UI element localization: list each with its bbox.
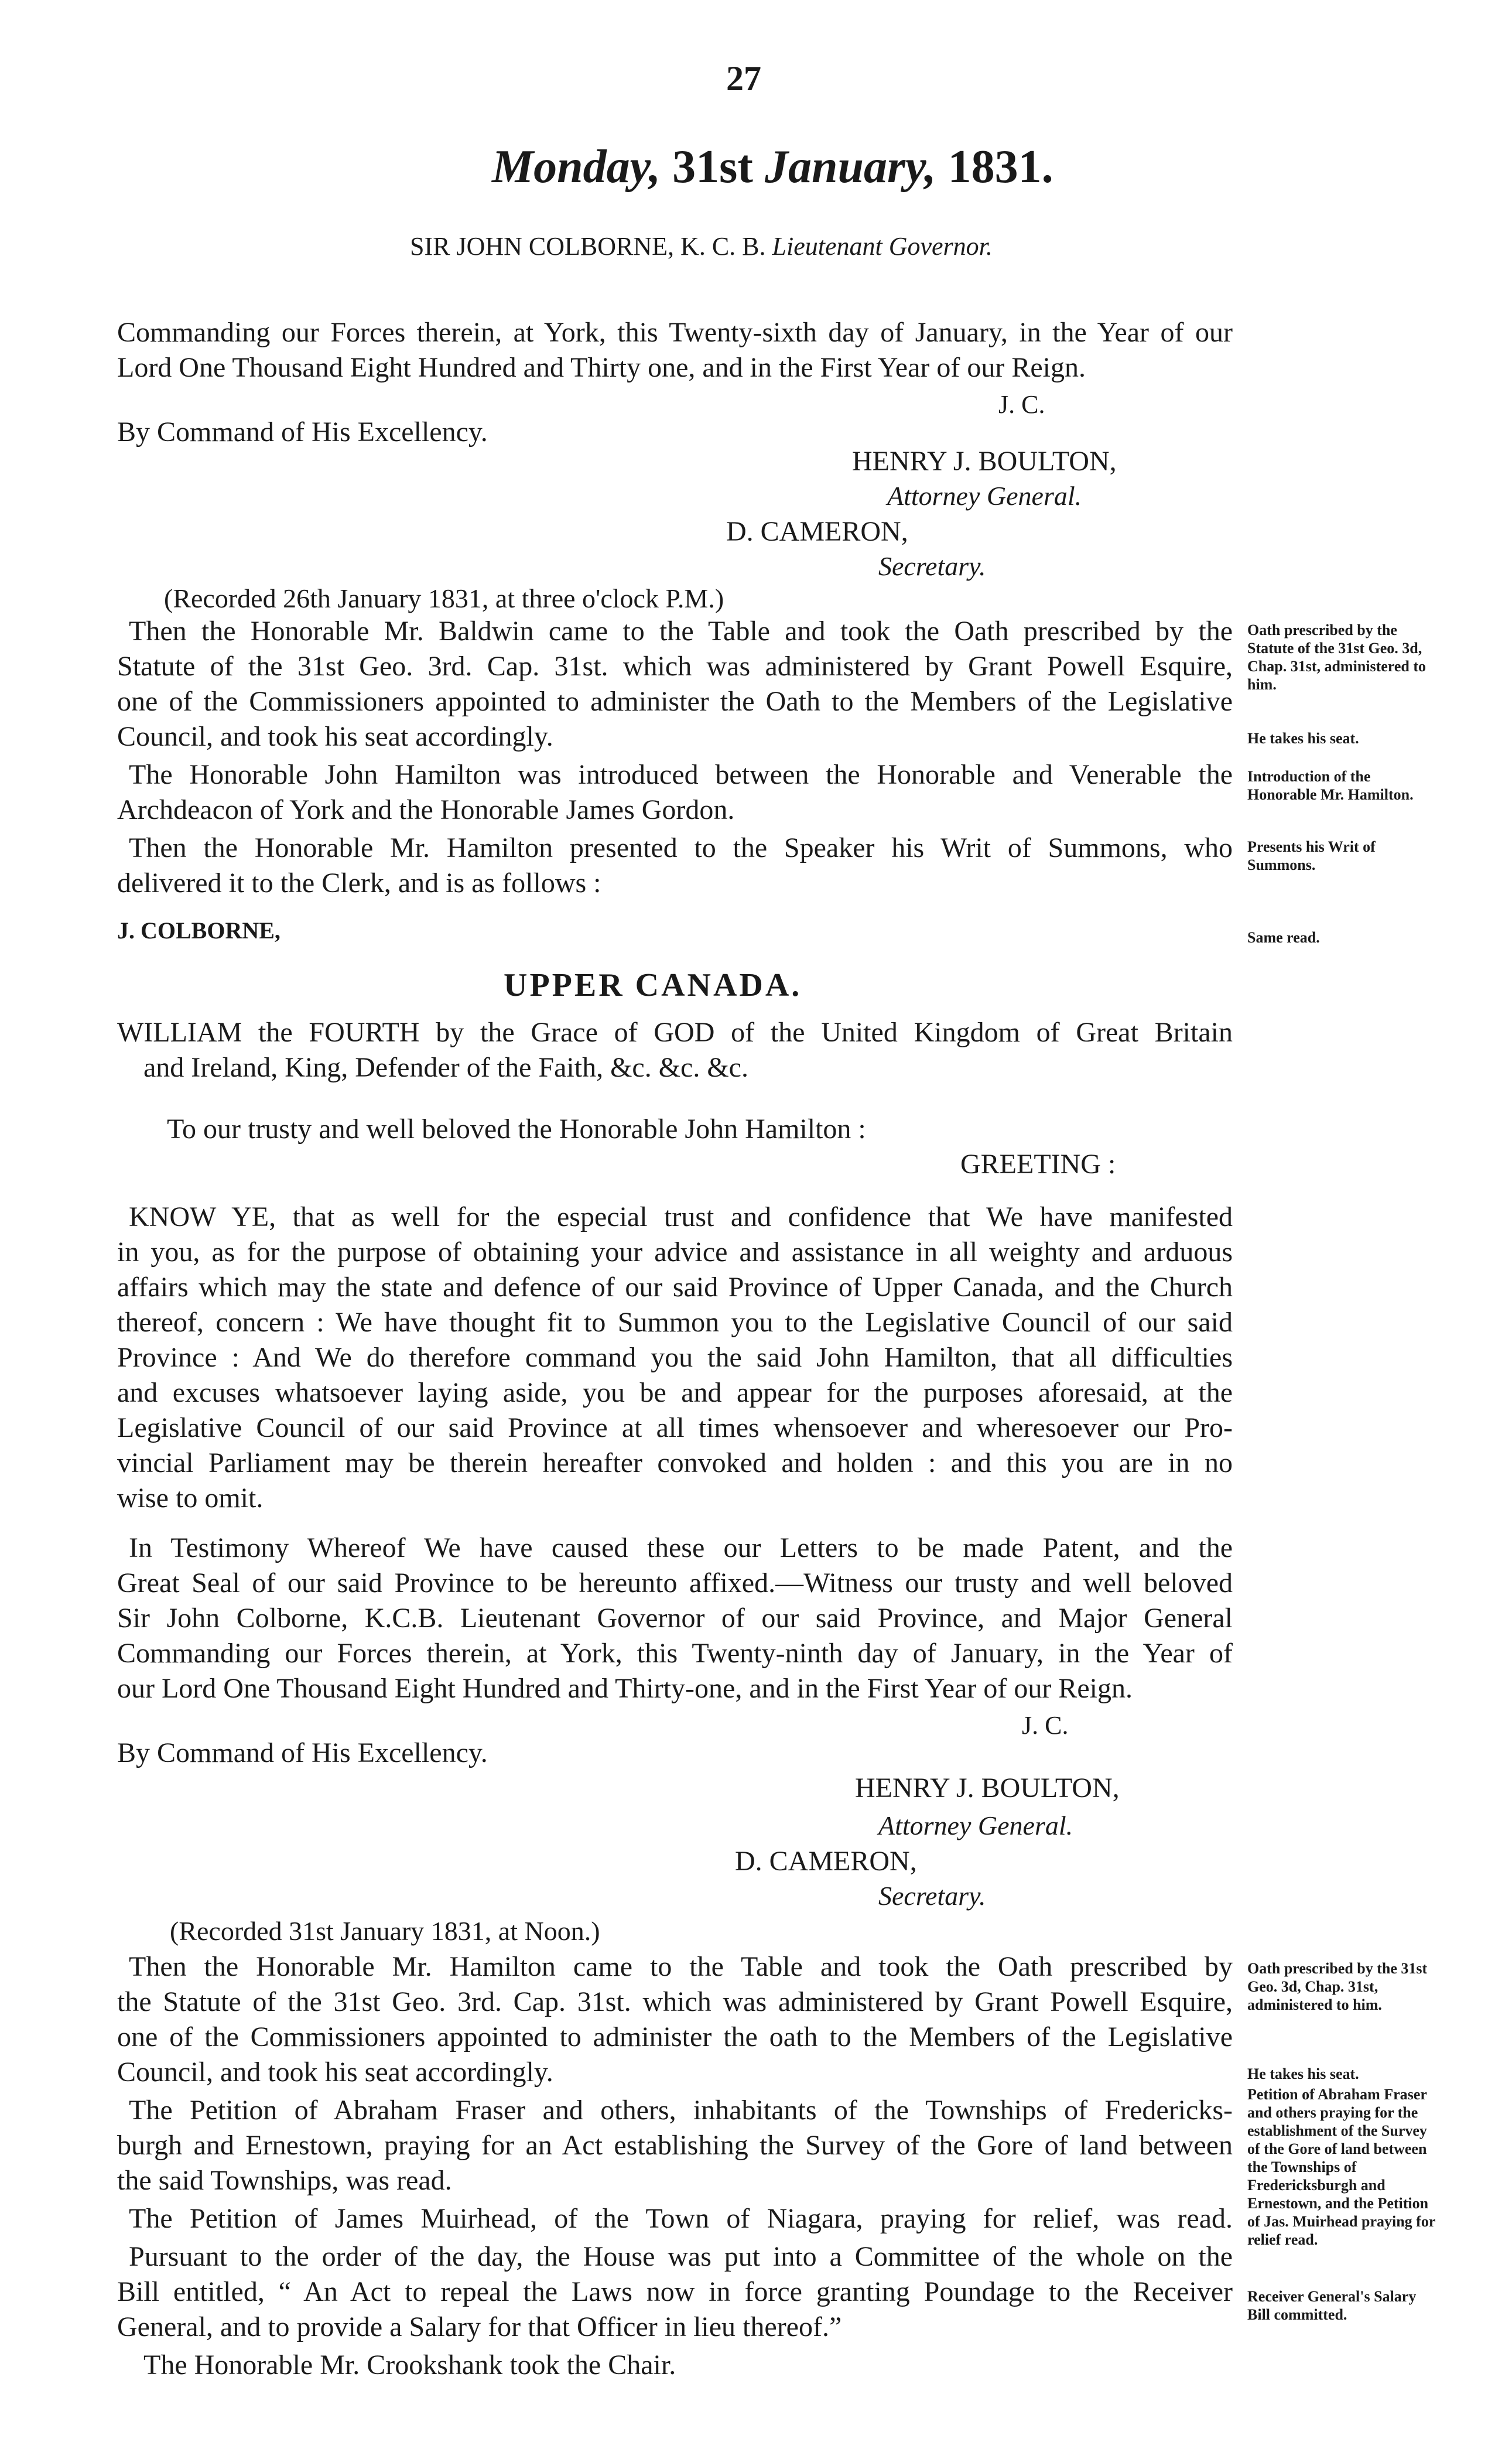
hamilton-oath-line-4: Council, and took his seat accordingly.: [117, 2057, 553, 2088]
know-ye-line-9: wise to omit.: [117, 1483, 264, 1514]
margin-note-same-read: Same read.: [1247, 929, 1320, 946]
writ-line-1: Then the Honorable Mr. Hamilton presented to the Speaker his Writ of Summons, who: [129, 832, 1233, 863]
margin-note-seat-2: He takes his seat.: [1247, 2065, 1359, 2082]
date-weekday: Monday,: [492, 141, 661, 193]
committee-line-3: General, and to provide a Salary for that Officer in lieu thereof.”: [117, 2311, 842, 2342]
writ-tail-line-1: Commanding our Forces therein, at York, this Twenty-sixth day of January, in the Year of our: [117, 317, 1233, 348]
margin-note-seat-1: He takes his seat.: [1247, 730, 1359, 747]
know-ye-line-6: and excuses whatsoever laying aside, you be and appear for the purposes aforesaid, at the: [117, 1377, 1233, 1408]
secretary-2: Secretary.: [878, 1881, 986, 1911]
testimony-line-1: In Testimony Whereof We have caused these our Letters to be made Patent, and the: [129, 1532, 1233, 1563]
jc-initials-1: J. C.: [998, 390, 1045, 419]
margin-note-petitions: Petition of Abraham Fraser and others praying for the establishment of the Survey of the Gore of land between the Townships of Fredericksburgh and Ernestown, and the Petition of Jas. Muirhead praying for relief read.: [1247, 2086, 1435, 2248]
secretary-1: Secretary.: [878, 551, 986, 581]
fraser-line-2: burgh and Ernestown, praying for an Act establishing the Survey of the Gore of land between: [117, 2130, 1233, 2161]
colborne-signature: J. COLBORNE,: [117, 917, 280, 944]
testimony-line-3: Sir John Colborne, K.C.B. Lieutenant Governor of our said Province, and Major General: [117, 1603, 1233, 1634]
by-command-1: By Command of His Excellency.: [117, 416, 488, 448]
hamilton-oath-line-1: Then the Honorable Mr. Hamilton came to the Table and took the Oath prescribed by: [129, 1951, 1233, 1982]
know-ye-line-1: KNOW YE, that as well for the especial trust and confidence that We have manifested: [129, 1201, 1233, 1232]
writ-tail-line-2: Lord One Thousand Eight Hundred and Thirty one, and in the First Year of our Reign.: [117, 352, 1086, 383]
committee-line-1: Pursuant to the order of the day, the House was put into a Committee of the whole on the: [129, 2241, 1233, 2272]
margin-note-salary-bill: Receiver General's Salary Bill committed.: [1247, 2288, 1417, 2323]
attorney-general-2: Attorney General.: [878, 1811, 1073, 1840]
fraser-line-1: The Petition of Abraham Fraser and others, inhabitants of the Townships of Fredericks-: [129, 2095, 1233, 2126]
writ-line-2: delivered it to the Clerk, and is as follows :: [117, 868, 601, 899]
page-number: 27: [726, 59, 761, 98]
committee-line-2: Bill entitled, “ An Act to repeal the Laws now in force granting Poundage to the Receiver: [117, 2276, 1233, 2307]
know-ye-line-5: Province : And We do therefore command you the said John Hamilton, that all difficulties: [117, 1342, 1233, 1373]
crookshank-line: The Honorable Mr. Crookshank took the Chair.: [143, 2349, 676, 2381]
testimony-line-2: Great Seal of our said Province to be hereunto affixed.—Witness our trusty and well beloved: [117, 1567, 1233, 1599]
boulton-signature-2: HENRY J. BOULTON,: [855, 1772, 1120, 1804]
william-line-2: and Ireland, King, Defender of the Faith, &c. &c. &c.: [143, 1052, 748, 1083]
cameron-signature-1: D. CAMERON,: [726, 516, 908, 547]
hamilton-oath-line-3: one of the Commissioners appointed to administer the oath to the Members of the Legislative: [117, 2021, 1233, 2052]
margin-note-oath-1: Oath prescribed by the Statute of the 31st Geo. 3d, Chap. 31st, administered to him.: [1247, 621, 1427, 693]
governor-name: SIR JOHN COLBORNE, K. C. B.: [410, 232, 766, 261]
upper-canada-heading: UPPER CANADA.: [504, 967, 802, 1003]
know-ye-line-2: in you, as for the purpose of obtaining your advice and assistance in all weighty and arduous: [117, 1237, 1233, 1268]
date-day: 31st: [661, 141, 765, 193]
baldwin-line-3: one of the Commissioners appointed to administer the Oath to the Members of the Legislative: [117, 686, 1233, 717]
muirhead-line: The Petition of James Muirhead, of the Town of Niagara, praying for relief, was read.: [129, 2203, 1233, 2234]
date-heading: [492, 141, 1053, 194]
know-ye-line-8: vincial Parliament may be therein hereafter convoked and holden : and this you are in no: [117, 1447, 1233, 1478]
know-ye-line-7: Legislative Council of our said Province at all times whensoever and wheresoever our Pro-: [117, 1412, 1233, 1443]
baldwin-line-1: Then the Honorable Mr. Baldwin came to the Table and took the Oath prescribed by the: [129, 616, 1233, 647]
recorded-note-2: (Recorded 31st January 1831, at Noon.): [170, 1916, 600, 1946]
william-line-1: WILLIAM the FOURTH by the Grace of GOD of the United Kingdom of Great Britain: [117, 1017, 1233, 1048]
margin-note-oath-2: Oath prescribed by the 31st Geo. 3d, Chap. 31st, administered to him.: [1247, 1960, 1428, 2013]
greeting: GREETING :: [960, 1149, 1116, 1180]
governor-title: Lieutenant Governor.: [772, 232, 993, 261]
baldwin-line-2: Statute of the 31st Geo. 3rd. Cap. 31st. which was administered by Grant Powell Esquire,: [117, 651, 1233, 682]
testimony-line-4: Commanding our Forces therein, at York, this Twenty-ninth day of January, in the Year of: [117, 1638, 1233, 1669]
margin-note-writ: Presents his Writ of Summons.: [1247, 838, 1376, 873]
testimony-line-5: our Lord One Thousand Eight Hundred and Thirty-one, and in the First Year of our Reign.: [117, 1673, 1133, 1704]
date-month: January,: [764, 141, 936, 193]
recorded-note-1: (Recorded 26th January 1831, at three o'clock P.M.): [164, 583, 724, 613]
fraser-line-3: the said Townships, was read.: [117, 2165, 452, 2196]
hamilton-oath-line-2: the Statute of the 31st Geo. 3rd. Cap. 31st. which was administered by Grant Powell Esquire,: [117, 1986, 1233, 2017]
intro-line-1: The Honorable John Hamilton was introduced between the Honorable and Venerable the: [129, 759, 1233, 790]
margin-note-intro: Introduction of the Honorable Mr. Hamilton.: [1247, 768, 1414, 803]
by-command-2: By Command of His Excellency.: [117, 1737, 488, 1768]
know-ye-line-4: thereof, concern : We have thought fit to Summon you to the Legislative Council of our said: [117, 1307, 1233, 1338]
baldwin-line-4: Council, and took his seat accordingly.: [117, 721, 553, 752]
governor-line: [410, 231, 993, 261]
to-trusty-line: To our trusty and well beloved the Honorable John Hamilton :: [167, 1114, 866, 1145]
jc-initials-2: J. C.: [1022, 1711, 1069, 1740]
cameron-signature-2: D. CAMERON,: [735, 1846, 917, 1877]
boulton-signature-1: HENRY J. BOULTON,: [852, 446, 1117, 477]
attorney-general-1: Attorney General.: [887, 481, 1082, 511]
date-year: 1831.: [936, 141, 1053, 193]
intro-line-2: Archdeacon of York and the Honorable James Gordon.: [117, 794, 735, 825]
know-ye-line-3: affairs which may the state and defence of our said Province of Upper Canada, and the Church: [117, 1272, 1233, 1303]
